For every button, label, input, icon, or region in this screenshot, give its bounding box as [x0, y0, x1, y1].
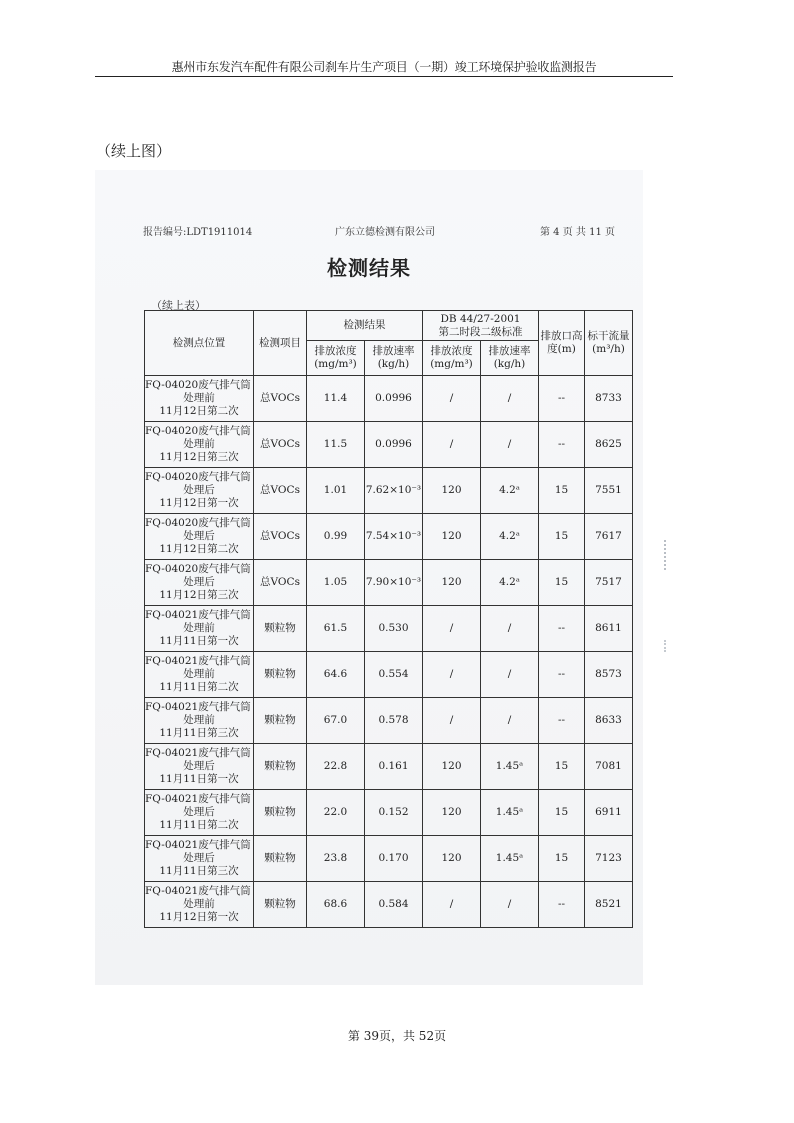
results-table: [144, 310, 633, 928]
location-line: FQ-04020废气排气筒: [145, 471, 251, 483]
header-result: 检测结果: [307, 311, 423, 341]
cell-location: [145, 606, 254, 652]
cell-item: 颗粒物: [254, 652, 307, 698]
table-row: [145, 790, 633, 836]
location-line: 处理后: [183, 760, 215, 772]
cell-std-conc: /: [423, 698, 481, 744]
cell-height: --: [539, 376, 585, 422]
cell-item: 颗粒物: [254, 744, 307, 790]
cell-item: 颗粒物: [254, 606, 307, 652]
location-line: 处理前: [183, 622, 215, 634]
cell-rate: 0.530: [365, 606, 423, 652]
report-company: 广东立德检测有限公司: [335, 227, 435, 238]
table-caption: （续上表）: [151, 299, 206, 312]
cell-std-rate: /: [481, 652, 539, 698]
cell-height: --: [539, 698, 585, 744]
table-header-row-1: [145, 311, 633, 341]
cell-item: 颗粒物: [254, 882, 307, 928]
location-line: 11月12日第三次: [159, 451, 239, 463]
location-line: FQ-04021废气排气筒: [145, 701, 251, 713]
cell-conc: 0.99: [307, 514, 365, 560]
location-line: 11月12日第一次: [159, 497, 239, 509]
cell-location: [145, 560, 254, 606]
cell-conc: 22.0: [307, 790, 365, 836]
location-line: 处理后: [183, 530, 215, 542]
location-line: 处理后: [183, 806, 215, 818]
table-row: [145, 744, 633, 790]
table-row: [145, 882, 633, 928]
location-line: 11月12日第三次: [159, 589, 239, 601]
cell-flow: 7517: [585, 560, 633, 606]
cell-std-rate: /: [481, 698, 539, 744]
location-line: FQ-04021废气排气筒: [145, 793, 251, 805]
location-line: 11月11日第二次: [159, 681, 239, 693]
cell-location: [145, 836, 254, 882]
location-line: 11月11日第一次: [159, 635, 239, 647]
cell-conc: 23.8: [307, 836, 365, 882]
cell-std-conc: /: [423, 422, 481, 468]
cell-item: 颗粒物: [254, 698, 307, 744]
cell-item: 总VOCs: [254, 376, 307, 422]
cell-conc: 64.6: [307, 652, 365, 698]
cell-height: 15: [539, 560, 585, 606]
location-line: FQ-04021废气排气筒: [145, 839, 251, 851]
report-page-info: 第 4 页 共 11 页: [540, 227, 615, 238]
scan-edge-mark: [664, 540, 669, 570]
cell-rate: 0.152: [365, 790, 423, 836]
cell-std-rate: /: [481, 882, 539, 928]
location-line: FQ-04021废气排气筒: [145, 655, 251, 667]
cell-rate: 0.584: [365, 882, 423, 928]
table-row: [145, 836, 633, 882]
cell-height: --: [539, 422, 585, 468]
location-line: 11月11日第一次: [159, 773, 239, 785]
cell-conc: 67.0: [307, 698, 365, 744]
cell-item: 总VOCs: [254, 422, 307, 468]
cell-flow: 8625: [585, 422, 633, 468]
location-line: 11月12日第一次: [159, 911, 239, 923]
cell-height: 15: [539, 514, 585, 560]
scan-sheet: [95, 170, 643, 985]
cell-flow: 7123: [585, 836, 633, 882]
header-standard-name: 第二时段二级标准: [438, 325, 523, 338]
location-line: 11月11日第三次: [159, 865, 239, 877]
cell-location: [145, 468, 254, 514]
cell-std-rate: 4.2ᵃ: [481, 560, 539, 606]
cell-item: 总VOCs: [254, 468, 307, 514]
table-row: [145, 422, 633, 468]
cell-height: 15: [539, 744, 585, 790]
location-line: 处理后: [183, 576, 215, 588]
table-row: [145, 652, 633, 698]
table-row: [145, 560, 633, 606]
header-standard: [423, 311, 539, 341]
cell-rate: 0.578: [365, 698, 423, 744]
location-line: 处理前: [183, 668, 215, 680]
header-conc: 排放浓度(mg/m³): [307, 341, 365, 376]
cell-conc: 1.05: [307, 560, 365, 606]
table-row: [145, 514, 633, 560]
table-row: [145, 468, 633, 514]
cell-rate: 7.54×10⁻³: [365, 514, 423, 560]
cell-std-rate: /: [481, 422, 539, 468]
cell-std-conc: 120: [423, 790, 481, 836]
cell-flow: 8521: [585, 882, 633, 928]
report-title: 检测结果: [327, 256, 411, 280]
cell-location: [145, 790, 254, 836]
header-std-conc: 排放浓度(mg/m³): [423, 341, 481, 376]
cell-conc: 61.5: [307, 606, 365, 652]
cell-conc: 11.5: [307, 422, 365, 468]
header-standard-code: DB 44/27-2001: [440, 312, 521, 325]
header-std-rate: 排放速率(kg/h): [481, 341, 539, 376]
cell-location: [145, 376, 254, 422]
location-line: 处理前: [183, 392, 215, 404]
header-rate: 排放速率(kg/h): [365, 341, 423, 376]
location-line: FQ-04021废气排气筒: [145, 747, 251, 759]
cell-location: [145, 514, 254, 560]
table-row: [145, 606, 633, 652]
location-line: FQ-04020废气排气筒: [145, 517, 251, 529]
cell-conc: 68.6: [307, 882, 365, 928]
cell-flow: 7081: [585, 744, 633, 790]
location-line: FQ-04021废气排气筒: [145, 885, 251, 897]
cell-std-rate: 1.45ᵃ: [481, 744, 539, 790]
cell-rate: 0.161: [365, 744, 423, 790]
cell-item: 颗粒物: [254, 836, 307, 882]
cell-height: 15: [539, 790, 585, 836]
location-line: 处理前: [183, 438, 215, 450]
cell-std-rate: 4.2ᵃ: [481, 468, 539, 514]
location-line: 处理前: [183, 714, 215, 726]
cell-std-rate: 1.45ᵃ: [481, 790, 539, 836]
cell-conc: 11.4: [307, 376, 365, 422]
header-outlet-height: 排放口高度(m): [539, 311, 585, 376]
cell-rate: 7.90×10⁻³: [365, 560, 423, 606]
location-line: 处理后: [183, 852, 215, 864]
header-item: 检测项目: [254, 311, 307, 376]
cell-conc: 1.01: [307, 468, 365, 514]
scanned-report-image: [95, 170, 643, 985]
cell-rate: 0.170: [365, 836, 423, 882]
cell-flow: 7551: [585, 468, 633, 514]
scan-edge-mark: [664, 640, 669, 652]
cell-rate: 0.554: [365, 652, 423, 698]
cell-location: [145, 652, 254, 698]
table-row: [145, 698, 633, 744]
cell-std-conc: /: [423, 376, 481, 422]
cell-flow: 6911: [585, 790, 633, 836]
cell-std-conc: 120: [423, 468, 481, 514]
cell-location: [145, 882, 254, 928]
page-footer: 第 39页，共 52页: [347, 1029, 447, 1043]
cell-std-rate: /: [481, 606, 539, 652]
cell-location: [145, 422, 254, 468]
table-row: [145, 376, 633, 422]
continued-label: （续上图）: [96, 142, 172, 160]
location-line: 11月11日第二次: [159, 819, 239, 831]
cell-flow: 8611: [585, 606, 633, 652]
cell-std-conc: 120: [423, 836, 481, 882]
report-number: 报告编号:LDT1911014: [143, 227, 253, 238]
cell-item: 总VOCs: [254, 560, 307, 606]
cell-std-conc: /: [423, 606, 481, 652]
location-line: 11月11日第三次: [159, 727, 239, 739]
cell-rate: 0.0996: [365, 376, 423, 422]
cell-item: 颗粒物: [254, 790, 307, 836]
cell-height: --: [539, 606, 585, 652]
cell-flow: 8573: [585, 652, 633, 698]
cell-std-rate: 4.2ᵃ: [481, 514, 539, 560]
cell-std-rate: /: [481, 376, 539, 422]
cell-std-conc: 120: [423, 514, 481, 560]
cell-flow: 7617: [585, 514, 633, 560]
page-header: 惠州市东发汽车配件有限公司刹车片生产项目（一期）竣工环境保护验收监测报告: [95, 58, 673, 77]
cell-conc: 22.8: [307, 744, 365, 790]
header-flow: 标干流量(m³/h): [585, 311, 633, 376]
cell-location: [145, 698, 254, 744]
table-body: [145, 376, 633, 928]
cell-location: [145, 744, 254, 790]
location-line: 11月12日第二次: [159, 543, 239, 555]
location-line: FQ-04021废气排气筒: [145, 609, 251, 621]
cell-std-conc: 120: [423, 744, 481, 790]
cell-rate: 7.62×10⁻³: [365, 468, 423, 514]
location-line: FQ-04020废气排气筒: [145, 379, 251, 391]
cell-item: 总VOCs: [254, 514, 307, 560]
cell-flow: 8733: [585, 376, 633, 422]
cell-height: --: [539, 882, 585, 928]
cell-std-conc: 120: [423, 560, 481, 606]
cell-std-rate: 1.45ᵃ: [481, 836, 539, 882]
cell-std-conc: /: [423, 652, 481, 698]
cell-height: 15: [539, 836, 585, 882]
cell-std-conc: /: [423, 882, 481, 928]
cell-flow: 8633: [585, 698, 633, 744]
location-line: 11月12日第二次: [159, 405, 239, 417]
location-line: FQ-04020废气排气筒: [145, 563, 251, 575]
header-location: 检测点位置: [145, 311, 254, 376]
cell-height: --: [539, 652, 585, 698]
location-line: FQ-04020废气排气筒: [145, 425, 251, 437]
cell-height: 15: [539, 468, 585, 514]
location-line: 处理后: [183, 484, 215, 496]
cell-rate: 0.0996: [365, 422, 423, 468]
location-line: 处理前: [183, 898, 215, 910]
